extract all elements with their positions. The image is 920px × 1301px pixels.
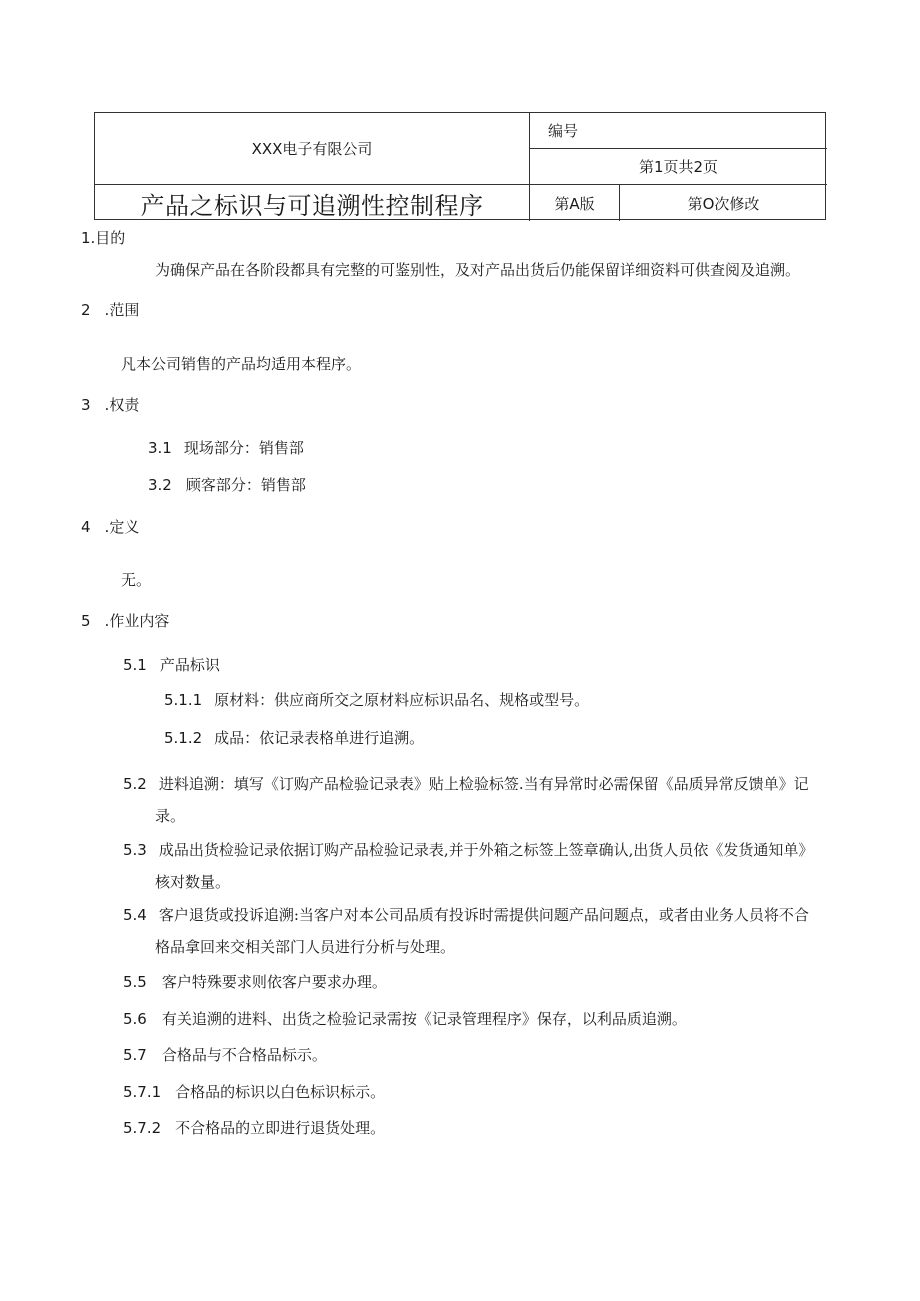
company-name: XXX电子有限公司	[95, 113, 530, 185]
item-number: 5.1.2	[164, 729, 203, 747]
procedure-item	[123, 774, 809, 794]
procedure-item	[123, 905, 809, 925]
item-text: 客户特殊要求则依客户要求办理。	[161, 973, 387, 991]
section-number: 2	[81, 301, 91, 319]
scope-text: 凡本公司销售的产品均适用本程序。	[121, 355, 362, 373]
item-text: 成品：依记录表格单进行追溯。	[214, 729, 425, 747]
item-text: 有关追溯的进料、出货之检验记录需按《记录管理程序》保存，以利品质追溯。	[161, 1010, 687, 1028]
document-code-label: 编号	[530, 113, 827, 149]
item-text: 不合格品的立即进行退货处理。	[175, 1119, 386, 1137]
item-number: 5.3	[123, 841, 147, 859]
section-heading-purpose: 1.目的	[81, 229, 126, 247]
item-text: 进料追溯：填写《订购产品检验记录表》贴上检验标签.当有异常时必需保留《品质异常反馈单》记	[158, 775, 809, 793]
procedure-subitem	[164, 690, 589, 710]
item-text: 顾客部分：销售部	[185, 476, 306, 494]
version-label: 第A版	[530, 185, 620, 221]
section-title: .范围	[104, 301, 140, 319]
item-number: 5.2	[123, 775, 147, 793]
item-number: 5.1	[123, 656, 147, 674]
section-number: 4	[81, 518, 91, 536]
procedure-item	[123, 1009, 687, 1029]
purpose-text: 为确保产品在各阶段都具有完整的可鉴别性，及对产品出货后仍能保留详细资料可供查阅及追溯。	[155, 261, 801, 279]
procedure-subitem	[164, 728, 424, 748]
responsibility-item	[148, 438, 304, 458]
section-title: .权责	[104, 396, 140, 414]
procedure-subitem	[123, 1082, 385, 1102]
item-number: 3.2	[148, 476, 172, 494]
section-heading-scope	[81, 300, 139, 320]
item-number: 5.7.2	[123, 1119, 162, 1137]
procedure-item-continuation: 录。	[155, 807, 186, 825]
item-number: 5.7	[123, 1046, 147, 1064]
item-number: 3.1	[148, 439, 172, 457]
revision-label: 第O次修改	[687, 194, 760, 213]
procedure-item	[123, 972, 387, 992]
item-number: 5.1.1	[164, 691, 203, 709]
document-header-table	[94, 112, 826, 220]
item-text: 合格品与不合格品标示。	[161, 1046, 327, 1064]
section-heading-definition	[81, 517, 139, 537]
item-number: 5.7.1	[123, 1083, 162, 1101]
item-text: 现场部分：销售部	[183, 439, 304, 457]
item-text: 客户退货或投诉追溯:当客户对本公司品质有投诉时需提供问题产品问题点，或者由业务人员将不合	[158, 906, 809, 924]
section-number: 5	[81, 612, 91, 630]
procedure-item-continuation: 核对数量。	[155, 873, 231, 891]
section-title: .定义	[104, 518, 140, 536]
item-text: 原材料：供应商所交之原材料应标识品名、规格或型号。	[214, 691, 590, 709]
document-title: 产品之标识与可追溯性控制程序	[95, 185, 530, 221]
section-heading-procedure	[81, 611, 169, 631]
responsibility-item	[148, 475, 306, 495]
item-text: 合格品的标识以白色标识标示。	[175, 1083, 386, 1101]
item-number: 5.5	[123, 973, 147, 991]
definition-text: 无。	[121, 571, 152, 589]
section-heading-responsibility	[81, 395, 139, 415]
item-number: 5.4	[123, 906, 147, 924]
procedure-subitem	[123, 1118, 385, 1138]
item-number: 5.6	[123, 1010, 147, 1028]
section-title: .作业内容	[104, 612, 170, 630]
procedure-item	[123, 655, 220, 675]
section-number: 3	[81, 396, 91, 414]
procedure-item	[123, 1045, 327, 1065]
page-info: 第1页共2页	[530, 149, 827, 185]
item-text: 产品标识	[159, 656, 220, 674]
procedure-item	[123, 840, 813, 860]
procedure-item-continuation: 格品拿回来交相关部门人员进行分析与处理。	[155, 938, 456, 956]
item-text: 成品出货检验记录依据订购产品检验记录表,并于外箱之标签上签章确认,出货人员依《发货通知单》	[158, 841, 814, 859]
